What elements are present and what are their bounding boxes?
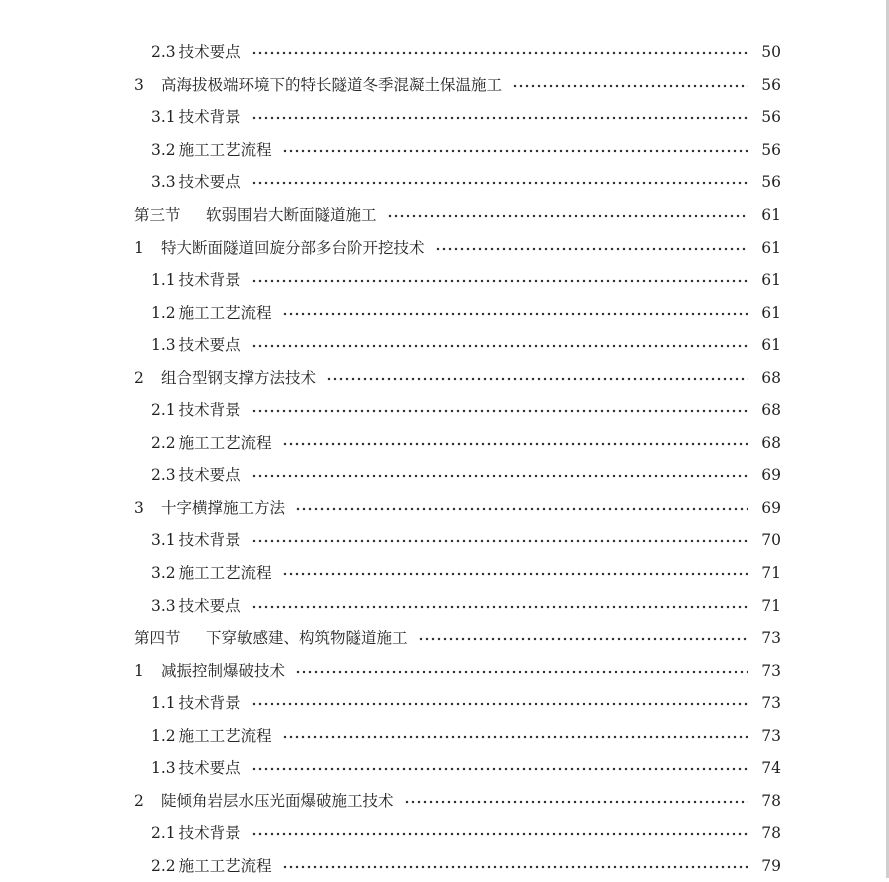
toc-entry[interactable]: [0, 654, 889, 687]
toc-entry-title: 技术要点: [178, 759, 241, 778]
toc-entry[interactable]: [0, 622, 889, 655]
toc-entry-page-number: 73: [761, 726, 781, 745]
toc-entry-page-number: 78: [761, 791, 781, 810]
toc-entry-number: 2.1: [151, 401, 176, 420]
dot-leader: [251, 474, 748, 478]
toc-entry-title: 技术背景: [178, 694, 241, 713]
dot-leader: [251, 409, 748, 413]
toc-entry-number: 2.3: [151, 466, 176, 485]
toc-entry-title: 施工工艺流程: [178, 856, 272, 875]
toc-entry[interactable]: [0, 719, 889, 752]
toc-entry-number: 3.1: [151, 108, 176, 127]
toc-entry-title: 十字横撑施工方法: [161, 498, 286, 517]
toc-entry-title: 技术背景: [178, 271, 241, 290]
toc-entry-page-number: 56: [761, 173, 781, 192]
dot-leader: [251, 279, 748, 283]
toc-entry-number: 3.2: [151, 140, 176, 159]
dot-leader: [282, 572, 748, 576]
toc-entry-title: 高海拔极端环境下的特长隧道冬季混凝土保温施工: [161, 75, 503, 94]
dot-leader: [282, 442, 748, 446]
toc-entry-page-number: 73: [761, 629, 781, 648]
toc-entry[interactable]: [0, 134, 889, 167]
toc-entry-number: 2.2: [151, 433, 176, 452]
toc-entry-title: 施工工艺流程: [178, 564, 272, 583]
toc-entry-number: 2.1: [151, 824, 176, 843]
toc-entry-title: 陡倾角岩层水压光面爆破施工技术: [161, 791, 394, 810]
table-of-contents: [0, 36, 889, 882]
dot-leader: [282, 865, 748, 869]
toc-entry-number: 1.3: [151, 759, 176, 778]
dot-leader: [404, 800, 748, 804]
toc-entry-page-number: 61: [761, 271, 781, 290]
toc-entry-number: 2: [134, 791, 144, 810]
toc-entry-page-number: 74: [761, 759, 781, 778]
toc-entry[interactable]: [0, 69, 889, 102]
toc-entry-page-number: 56: [761, 108, 781, 127]
toc-entry-page-number: 69: [761, 498, 781, 517]
toc-entry-number: 1.2: [151, 303, 176, 322]
toc-entry[interactable]: [0, 296, 889, 329]
toc-entry-title: 技术背景: [178, 531, 241, 550]
toc-entry-number: 第四节: [134, 629, 181, 648]
toc-entry[interactable]: [0, 427, 889, 460]
toc-entry-page-number: 78: [761, 824, 781, 843]
toc-entry[interactable]: [0, 329, 889, 362]
toc-entry-page-number: 61: [761, 238, 781, 257]
dot-leader: [251, 832, 748, 836]
toc-entry-title: 技术要点: [178, 466, 241, 485]
toc-entry-number: 1: [134, 238, 144, 257]
dot-leader: [251, 344, 748, 348]
toc-entry-page-number: 71: [761, 564, 781, 583]
toc-entry[interactable]: [0, 394, 889, 427]
toc-entry-title: 技术要点: [178, 173, 241, 192]
toc-entry-title: 软弱围岩大断面隧道施工: [206, 206, 377, 224]
toc-entry-number: 3.3: [151, 596, 176, 615]
toc-entry-number: 2.2: [151, 856, 176, 875]
dot-leader: [418, 637, 748, 641]
toc-entry-number: 1.1: [151, 271, 176, 290]
toc-entry[interactable]: [0, 36, 889, 69]
toc-entry-number: 3.3: [151, 173, 176, 192]
toc-entry-page-number: 68: [761, 368, 781, 387]
toc-entry-number: 3.1: [151, 531, 176, 550]
dot-leader: [435, 247, 748, 251]
toc-entry-number: 1.2: [151, 726, 176, 745]
toc-entry-page-number: 73: [761, 694, 781, 713]
dot-leader: [251, 181, 748, 185]
dot-leader: [251, 51, 748, 55]
toc-entry[interactable]: [0, 361, 889, 394]
dot-leader: [282, 735, 748, 739]
toc-entry-number: 2: [134, 368, 144, 387]
toc-entry[interactable]: [0, 264, 889, 297]
toc-entry[interactable]: [0, 459, 889, 492]
dot-leader: [295, 507, 748, 511]
toc-entry-page-number: 50: [761, 43, 781, 62]
toc-entry[interactable]: [0, 231, 889, 264]
toc-entry[interactable]: [0, 752, 889, 785]
dot-leader: [251, 767, 748, 771]
toc-entry-title: 特大断面隧道回旋分部多台阶开挖技术: [161, 238, 425, 257]
toc-entry[interactable]: [0, 785, 889, 818]
toc-entry-page-number: 73: [761, 661, 781, 680]
dot-leader: [251, 702, 748, 706]
toc-entry-page-number: 56: [761, 140, 781, 159]
toc-entry-title: 技术背景: [178, 401, 241, 420]
toc-entry-title: 减振控制爆破技术: [161, 661, 286, 680]
toc-entry-title: 组合型钢支撑方法技术: [161, 368, 317, 387]
toc-entry[interactable]: [0, 687, 889, 720]
dot-leader: [251, 116, 748, 120]
toc-entry[interactable]: [0, 817, 889, 850]
dot-leader: [251, 539, 748, 543]
toc-entry-title: 施工工艺流程: [178, 140, 272, 159]
toc-entry-page-number: 61: [761, 206, 781, 224]
dot-leader: [295, 670, 748, 674]
toc-entry-page-number: 56: [761, 75, 781, 94]
dot-leader: [282, 312, 748, 316]
dot-leader: [387, 214, 748, 218]
toc-entry-title: 技术要点: [178, 596, 241, 615]
toc-entry[interactable]: [0, 166, 889, 199]
dot-leader: [251, 605, 748, 609]
toc-entry-page-number: 68: [761, 433, 781, 452]
toc-entry[interactable]: [0, 199, 889, 232]
toc-entry-page-number: 69: [761, 466, 781, 485]
toc-entry-title: 施工工艺流程: [178, 433, 272, 452]
toc-entry-number: 第三节: [134, 206, 181, 224]
toc-entry-title: 技术要点: [178, 336, 241, 355]
toc-entry[interactable]: [0, 524, 889, 557]
toc-entry-number: 1.3: [151, 336, 176, 355]
toc-entry-title: 技术背景: [178, 824, 241, 843]
toc-entry-page-number: 61: [761, 303, 781, 322]
toc-entry[interactable]: [0, 589, 889, 622]
toc-entry-page-number: 70: [761, 531, 781, 550]
toc-entry-number: 3.2: [151, 564, 176, 583]
dot-leader: [512, 84, 748, 88]
toc-entry-page-number: 71: [761, 596, 781, 615]
toc-entry-page-number: 79: [761, 856, 781, 875]
toc-entry-page-number: 68: [761, 401, 781, 420]
toc-entry[interactable]: [0, 492, 889, 525]
toc-entry[interactable]: [0, 101, 889, 134]
toc-entry-number: 2.3: [151, 43, 176, 62]
toc-entry-title: 技术要点: [178, 43, 241, 62]
toc-entry-page-number: 61: [761, 336, 781, 355]
toc-entry-title: 施工工艺流程: [178, 726, 272, 745]
toc-entry-number: 1: [134, 661, 144, 680]
toc-entry[interactable]: [0, 850, 889, 882]
toc-entry-title: 技术背景: [178, 108, 241, 127]
toc-entry-number: 1.1: [151, 694, 176, 713]
dot-leader: [326, 377, 748, 381]
toc-entry[interactable]: [0, 557, 889, 590]
toc-entry-number: 3: [134, 75, 144, 94]
toc-entry-title: 下穿敏感建、构筑物隧道施工: [206, 629, 408, 648]
toc-entry-title: 施工工艺流程: [178, 303, 272, 322]
toc-entry-number: 3: [134, 498, 144, 517]
dot-leader: [282, 149, 748, 153]
